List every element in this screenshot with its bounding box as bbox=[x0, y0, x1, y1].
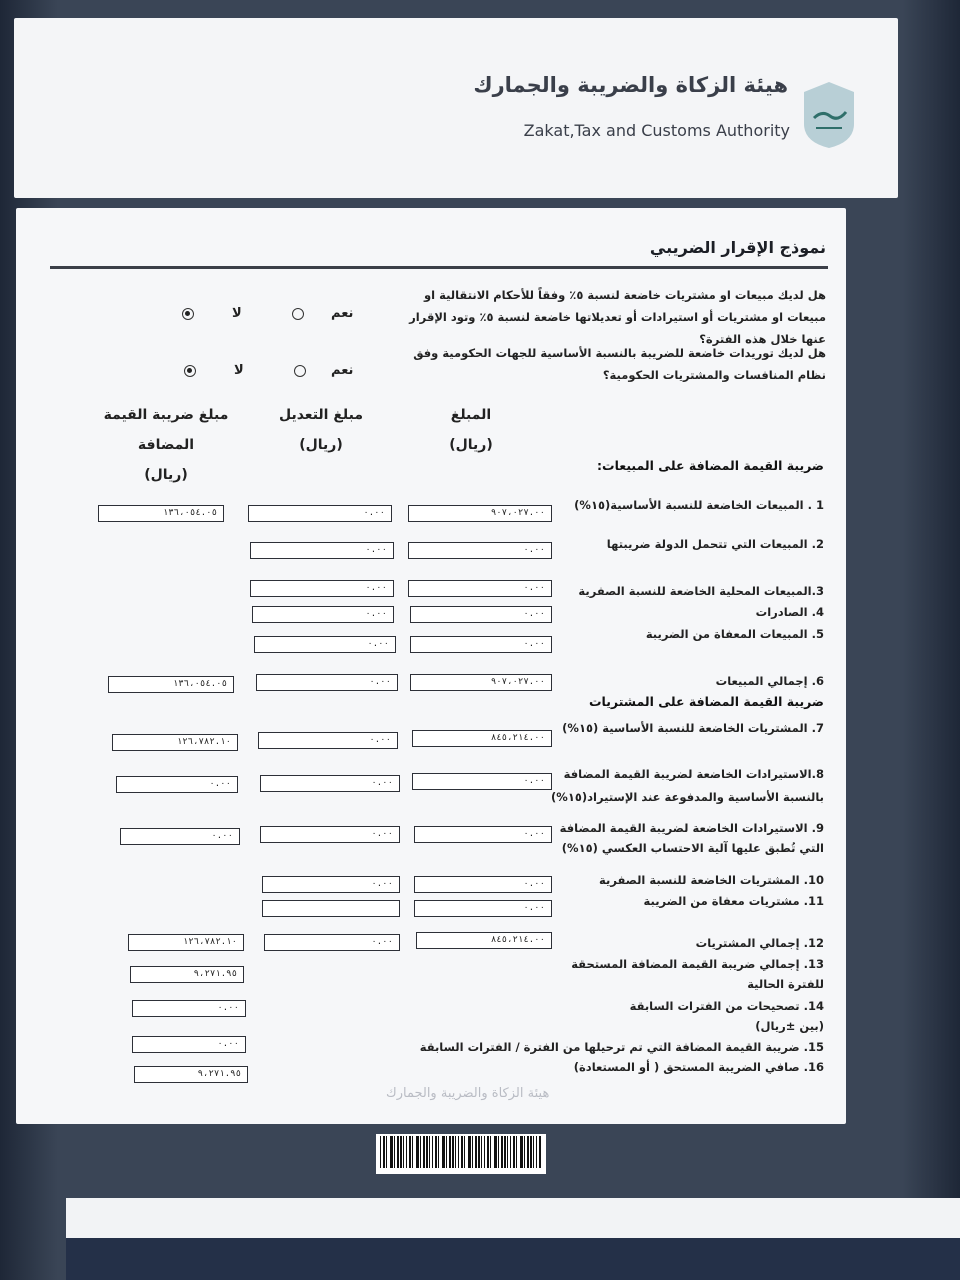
row-8-vat[interactable]: ٠.٠٠ bbox=[116, 776, 238, 793]
q1-yes-radio[interactable] bbox=[292, 308, 304, 320]
row-7-label: 7. المشتريات الخاضعة للنسبة الأساسية (١٥%) bbox=[562, 721, 824, 735]
form-title: نموذج الإقرار الضريبي bbox=[649, 238, 826, 257]
column-header-adjustment: مبلغ التعديل (ريال) bbox=[278, 407, 364, 453]
row-1-adjustment[interactable]: ٠.٠٠ bbox=[248, 505, 392, 522]
row-15-label: 15. ضريبة القيمة المضافة التي تم ترحيلها من الفترة / الفترات السابقة bbox=[419, 1040, 824, 1054]
row-9-label-2: التي تُطبق عليها آلية الاحتساب العكسي (١٥%) bbox=[561, 841, 824, 855]
q1-no-label: لا bbox=[232, 306, 242, 321]
row-13-label-1: 13. إجمالي ضريبة القيمة المضافة المستحقة bbox=[571, 957, 824, 971]
authority-name-ar: هيئة الزكاة والضريبة والجمارك bbox=[473, 73, 788, 97]
row-11-label: 11. مشتريات معفاة من الضريبة bbox=[643, 894, 824, 908]
row-9-adjustment[interactable]: ٠.٠٠ bbox=[260, 826, 400, 843]
q1-no-radio[interactable] bbox=[182, 308, 194, 320]
row-1-vat[interactable]: ١٣٦،٠٥٤.٠٥ bbox=[98, 505, 224, 522]
row-2-label: 2. المبيعات التي تتحمل الدولة ضريبتها bbox=[606, 537, 824, 551]
row-6-vat[interactable]: ١٣٦،٠٥٤.٠٥ bbox=[108, 676, 234, 693]
vat-return-form bbox=[16, 208, 846, 1124]
title-divider bbox=[50, 266, 828, 269]
row-14-label-1: 14. تصحيحات من الفترات السابقة bbox=[629, 999, 824, 1013]
row-2-adjustment[interactable]: ٠.٠٠ bbox=[250, 542, 394, 559]
row-8-amount[interactable]: ٠.٠٠ bbox=[412, 773, 552, 790]
row-12-label: 12. إجمالي المشتريات bbox=[695, 936, 824, 950]
sales-section-heading: ضريبة القيمة المضافة على المبيعات: bbox=[597, 458, 824, 473]
header-card bbox=[14, 18, 898, 198]
row-16-vat[interactable]: ٩،٢٧١.٩٥ bbox=[134, 1066, 248, 1083]
row-12-vat[interactable]: ١٢٦،٧٨٢.١٠ bbox=[128, 934, 244, 951]
row-13-vat[interactable]: ٩،٢٧١.٩٥ bbox=[130, 966, 244, 983]
question-government-supplies: هل لديك توريدات خاضعة للضريبة بالنسبة الأساسية للجهات الحكومية وفق نظام المنافسات والمشتريات الحكومية؟ bbox=[413, 346, 826, 382]
authority-name-en: Zakat,Tax and Customs Authority bbox=[523, 121, 790, 140]
row-9-vat[interactable]: ٠.٠٠ bbox=[120, 828, 240, 845]
q2-yes-label: نعم bbox=[331, 363, 354, 378]
purchases-section-heading: ضريبة القيمة المضافة على المشتريات bbox=[588, 694, 824, 709]
row-5-adjustment[interactable]: ٠.٠٠ bbox=[254, 636, 396, 653]
row-11-amount[interactable]: ٠.٠٠ bbox=[414, 900, 552, 917]
row-11-adjustment[interactable] bbox=[262, 900, 400, 917]
row-7-adjustment[interactable]: ٠.٠٠ bbox=[258, 732, 398, 749]
row-2-amount[interactable]: ٠.٠٠ bbox=[408, 542, 552, 559]
row-10-label: 10. المشتريات الخاضعة للنسبة الصفرية bbox=[599, 873, 824, 887]
question-transitional-5pct: هل لديك مبيعات او مشتريات خاضعة لنسبة ٥٪ وفقاً للأحكام الانتقالية او مبيعات او مشتريات أو استيرادات أو تعديلاتها خاضعة لنسبة ٥٪ وتود الإقرار عنها خلال هذه الفترة؟ bbox=[409, 288, 826, 346]
row-5-amount[interactable]: ٠.٠٠ bbox=[410, 636, 552, 653]
row-16-label: 16. صافي الضريبة المستحق ( أو المستعادة) bbox=[573, 1060, 824, 1074]
watermark: هيئة الزكاة والضريبة والجمارك bbox=[386, 1086, 550, 1101]
row-15-vat[interactable]: ٠.٠٠ bbox=[132, 1036, 246, 1053]
row-12-amount[interactable]: ٨٤٥،٢١٤.٠٠ bbox=[416, 932, 552, 949]
row-10-adjustment[interactable]: ٠.٠٠ bbox=[262, 876, 400, 893]
row-1-label: 1 . المبيعات الخاضعة للنسبة الأساسية(١٥%) bbox=[574, 498, 824, 512]
footer-dark-band bbox=[66, 1238, 960, 1280]
row-4-adjustment[interactable]: ٠.٠٠ bbox=[252, 606, 394, 623]
row-7-amount[interactable]: ٨٤٥،٢١٤.٠٠ bbox=[412, 730, 552, 747]
row-8-label-1: 8.الاستيرادات الخاضعة لضريبة القيمة المضافة bbox=[563, 767, 824, 781]
row-7-vat[interactable]: ١٢٦،٧٨٢.١٠ bbox=[112, 734, 238, 751]
row-6-adjustment[interactable]: ٠.٠٠ bbox=[256, 674, 398, 691]
row-14-label-2: (بين ±ريال) bbox=[755, 1019, 824, 1033]
q2-no-radio[interactable] bbox=[184, 365, 196, 377]
row-6-amount[interactable]: ٩٠٧،٠٢٧.٠٠ bbox=[410, 674, 552, 691]
barcode bbox=[376, 1134, 546, 1174]
row-4-label: 4. الصادرات bbox=[755, 605, 824, 619]
row-12-adjustment[interactable]: ٠.٠٠ bbox=[264, 934, 400, 951]
row-10-amount[interactable]: ٠.٠٠ bbox=[414, 876, 552, 893]
row-3-label: 3.المبيعات المحلية الخاضعة للنسبة الصفرية bbox=[578, 584, 824, 598]
row-8-adjustment[interactable]: ٠.٠٠ bbox=[260, 775, 400, 792]
row-9-amount[interactable]: ٠.٠٠ bbox=[414, 826, 552, 843]
row-1-amount[interactable]: ٩٠٧،٠٢٧.٠٠ bbox=[408, 505, 552, 522]
row-3-adjustment[interactable]: ٠.٠٠ bbox=[250, 580, 394, 597]
column-header-amount: المبلغ (ريال) bbox=[449, 407, 493, 453]
q2-no-label: لا bbox=[234, 363, 244, 378]
column-header-vat: مبلغ ضريبة القيمة المضافة (ريال) bbox=[103, 407, 229, 483]
row-8-label-2: بالنسبة الأساسية والمدفوعة عند الإستيراد(١٥%) bbox=[551, 790, 824, 804]
q1-yes-label: نعم bbox=[331, 306, 354, 321]
row-3-amount[interactable]: ٠.٠٠ bbox=[408, 580, 552, 597]
row-9-label-1: 9. الاستيرادات الخاضعة لضريبة القيمة المضافة bbox=[559, 821, 824, 835]
row-13-label-2: للفترة الحالية bbox=[747, 977, 824, 991]
row-4-amount[interactable]: ٠.٠٠ bbox=[410, 606, 552, 623]
row-5-label: 5. المبيعات المعفاة من الضريبة bbox=[645, 627, 824, 641]
row-14-vat[interactable]: ٠.٠٠ bbox=[132, 1000, 246, 1017]
authority-logo-icon bbox=[800, 80, 858, 150]
row-6-label: 6. إجمالي المبيعات bbox=[715, 674, 824, 688]
footer-panel bbox=[66, 1198, 960, 1238]
q2-yes-radio[interactable] bbox=[294, 365, 306, 377]
